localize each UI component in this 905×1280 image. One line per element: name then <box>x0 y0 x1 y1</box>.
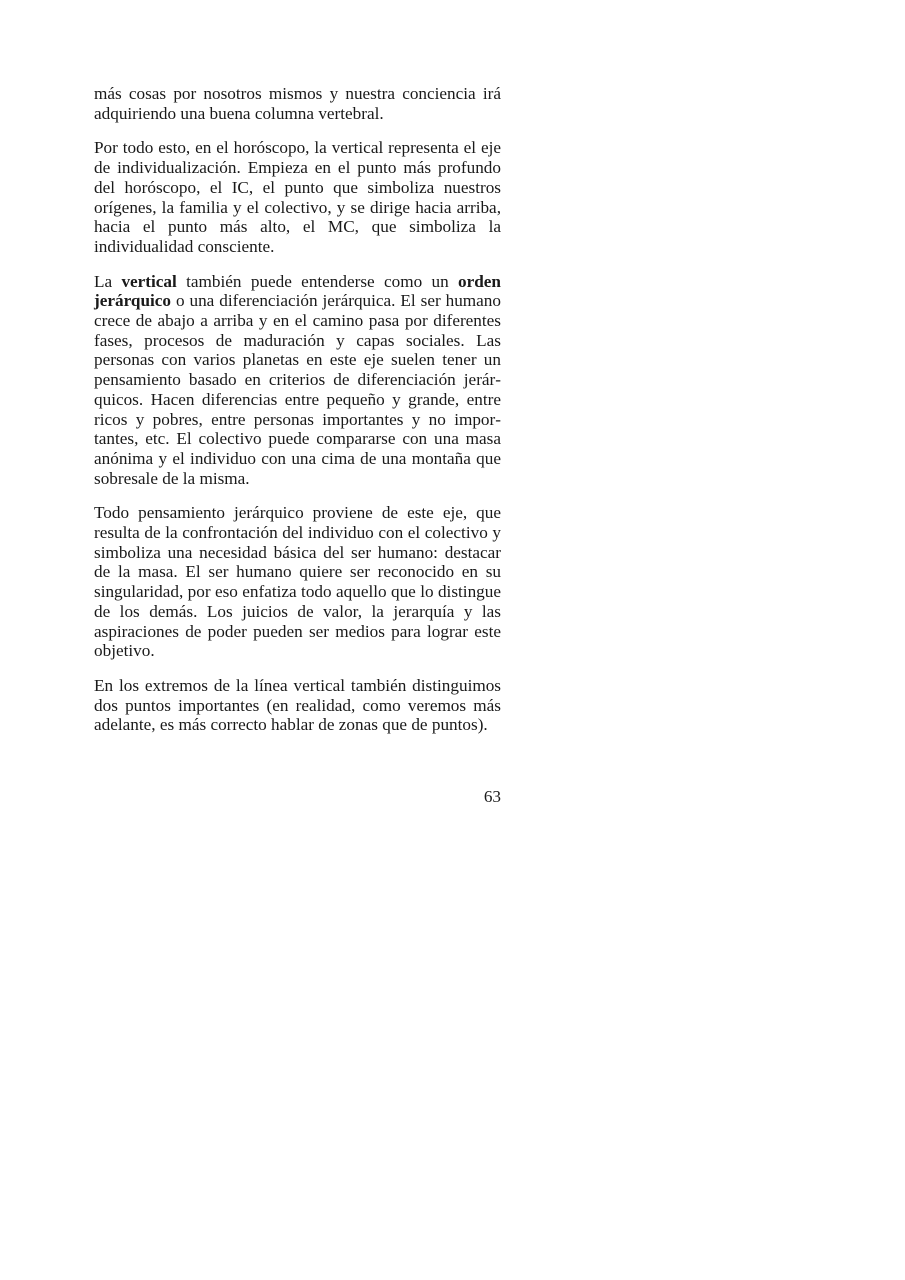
paragraph-2-text: Por todo esto, en el horóscopo, la vertical representa el eje de individualización. Empieza en el punto más profundo del horóscopo, el IC, el punto que simboliza nuestros orígenes, la familia y el colectivo, y se dirige hacia arriba, hacia el punto más alto, el MC, que simboliza la individualidad consciente. <box>94 138 501 256</box>
paragraph-1-text: más cosas por nosotros mismos y nuestra conciencia irá adquiriendo una buena columna vertebral. <box>94 84 501 123</box>
paragraph-5 <box>94 676 501 735</box>
paragraph-4-text: Todo pensamiento jerárquico proviene de este eje, que resulta de la confrontación del individuo con el colectivo y simboliza una necesidad básica del ser humano: destacar de la masa. El ser humano quiere ser reconocido en su singularidad, por eso enfatiza todo aquello que lo distingue de los demás. Los juicios de valor, la jerarquía y las aspiraciones de poder pueden ser medios para lograr este objetivo. <box>94 503 501 661</box>
paragraph-1 <box>94 84 501 123</box>
paragraph-2 <box>94 138 501 256</box>
paragraph-5-text: En los extremos de la línea vertical también distinguimos dos puntos importantes (en realidad, como veremos más adelante, es más correcto hablar de zonas que de puntos). <box>94 675 501 735</box>
paragraph-4 <box>94 503 501 661</box>
paragraph-3-text-b: también puede entenderse como un <box>176 271 459 291</box>
paragraph-3-text-a: La <box>94 271 122 291</box>
page-number: 63 <box>483 787 501 806</box>
paragraph-3-text-c: o una diferenciación jerárquica. El ser humano crece de abajo a arriba y en el camino pasa por diferentes fases, procesos de maduración y capas sociales. Las personas con varios planetas en este eje suelen tener un pensamiento basado en criterios de diferenciación jerárquicos. Hacen diferencias entre pequeño y grande, entre ricos y pobres, entre personas importantes y no importantes, etc. El colectivo puede compararse con una masa anónima y el individuo con una cima de una montaña que sobresale de la misma. <box>94 291 501 488</box>
page-body <box>94 84 501 750</box>
bold-term-orden-jerarquico: orden jerárquico <box>94 271 501 311</box>
paragraph-3 <box>94 272 501 489</box>
bold-term-vertical: vertical <box>121 271 177 291</box>
